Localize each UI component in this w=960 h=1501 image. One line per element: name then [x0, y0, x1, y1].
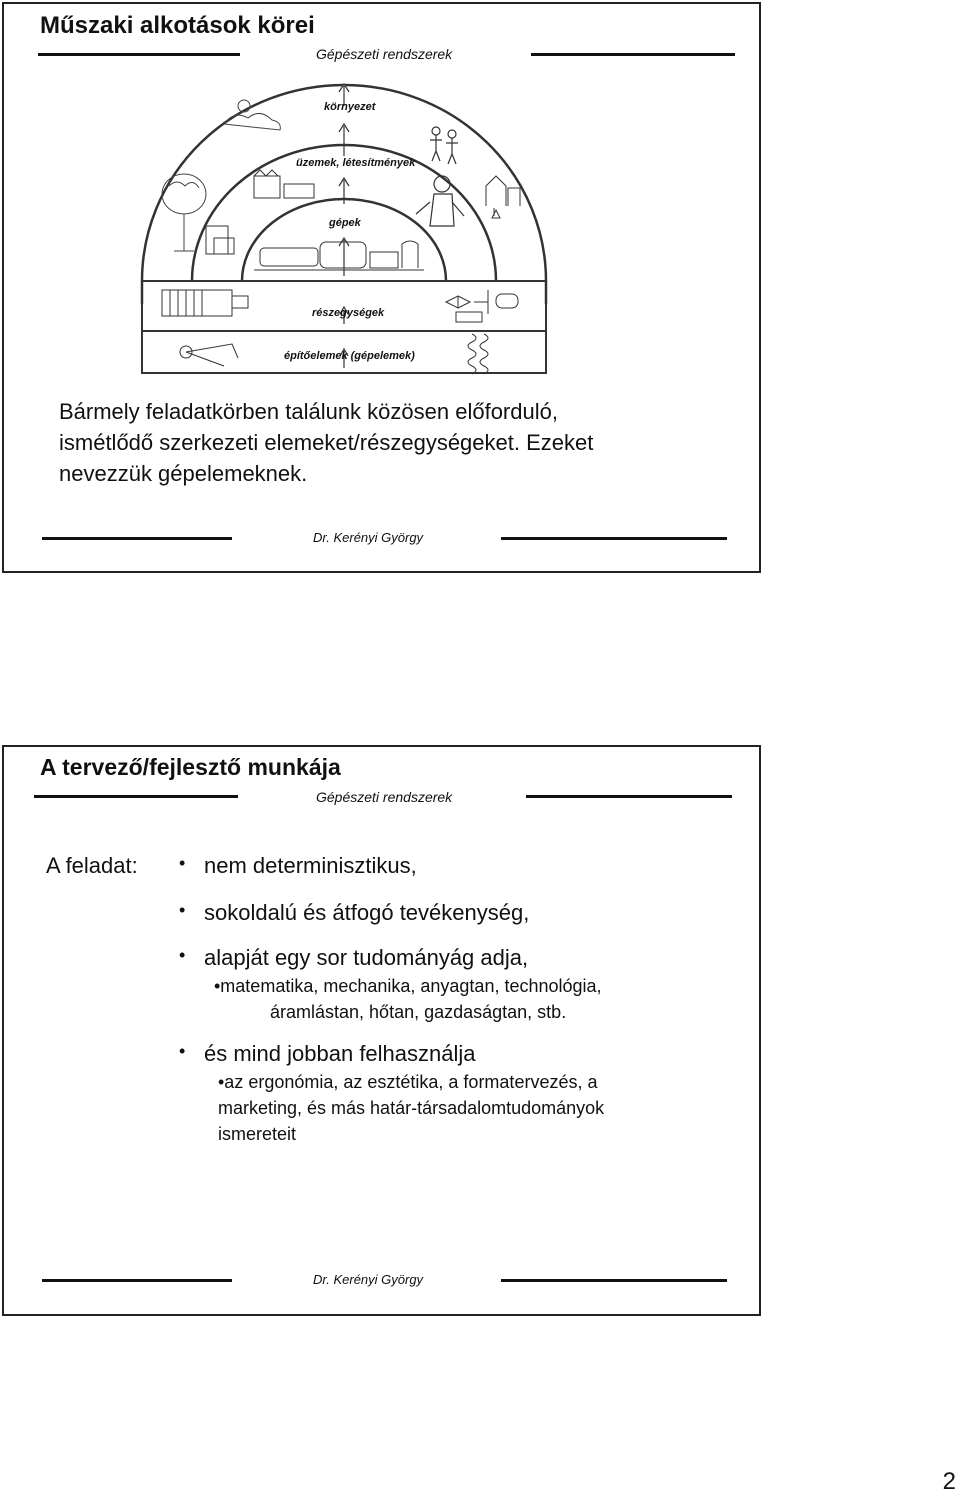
worker-sketch: [416, 176, 464, 226]
label-plants: üzemek, létesítmények: [296, 157, 416, 169]
slide-footer: Dr. Kerényi György: [313, 1272, 424, 1287]
cloud-sketch: [224, 100, 280, 130]
header-rule-right: [526, 795, 732, 798]
sub-line: ismereteit: [218, 1124, 297, 1144]
footer-rule-right: [501, 537, 727, 540]
label-machines: gépek: [329, 217, 361, 229]
task-label: A feladat:: [46, 853, 138, 878]
slide-subtitle: Gépészeti rendszerek: [316, 789, 453, 805]
slide-title: A tervező/fejlesztő munkája: [40, 754, 341, 780]
slide-footer: Dr. Kerényi György: [313, 530, 424, 545]
slide-title: Műszaki alkotások körei: [40, 12, 315, 39]
footer-rule-left: [42, 537, 232, 540]
bullet-text: alapját egy sor tudományág adja,: [204, 945, 529, 970]
factory-sketch: [206, 170, 314, 254]
bullet-text: sokoldalú és átfogó tevékenység,: [204, 900, 530, 925]
technical-systems-diagram: [134, 76, 554, 376]
body-line: nevezzük gépelemeknek.: [59, 461, 308, 486]
slide-1: [2, 2, 761, 573]
label-environment: környezet: [324, 101, 376, 113]
page-number: 2: [942, 1468, 956, 1495]
bullet-dot: •: [179, 945, 186, 965]
header-rule-left: [34, 795, 238, 798]
label-subassemblies: részegységek: [312, 307, 385, 319]
people-sketch: [430, 127, 458, 164]
sub-bullet-humanities: [218, 1069, 604, 1147]
label-machine-elements: építőelemek (gépelemek): [284, 350, 415, 362]
bullet-dot: •: [179, 853, 186, 873]
slide-2: [2, 745, 761, 1316]
footer-rule-left: [42, 1279, 232, 1282]
slide-subtitle: Gépészeti rendszerek: [316, 46, 453, 62]
sub-line: •az ergonómia, az esztétika, a formatervezés, a: [218, 1072, 598, 1092]
buildings-sketch: [486, 176, 520, 218]
bullet-text: nem determinisztikus,: [204, 853, 417, 878]
body-paragraph: [59, 396, 593, 489]
body-line: ismétlődő szerkezeti elemeket/részegységeket. Ezeket: [59, 430, 594, 455]
bullet-dot: •: [179, 900, 186, 920]
body-line: Bármely feladatkörben találunk közösen előforduló,: [59, 399, 558, 424]
sub-line: áramlástan, hőtan, gazdaságtan, stb.: [270, 1002, 567, 1022]
footer-rule-right: [501, 1279, 727, 1282]
sub-line: •matematika, mechanika, anyagtan, technológia,: [214, 976, 602, 996]
header-rule-left: [38, 53, 240, 56]
header-rule-right: [531, 53, 735, 56]
sub-bullet-sciences: [214, 973, 602, 1025]
bullet-dot: •: [179, 1041, 186, 1061]
bullet-text: és mind jobban felhasználja: [204, 1041, 476, 1066]
sub-line: marketing, és más határ-társadalomtudományok: [218, 1098, 605, 1118]
